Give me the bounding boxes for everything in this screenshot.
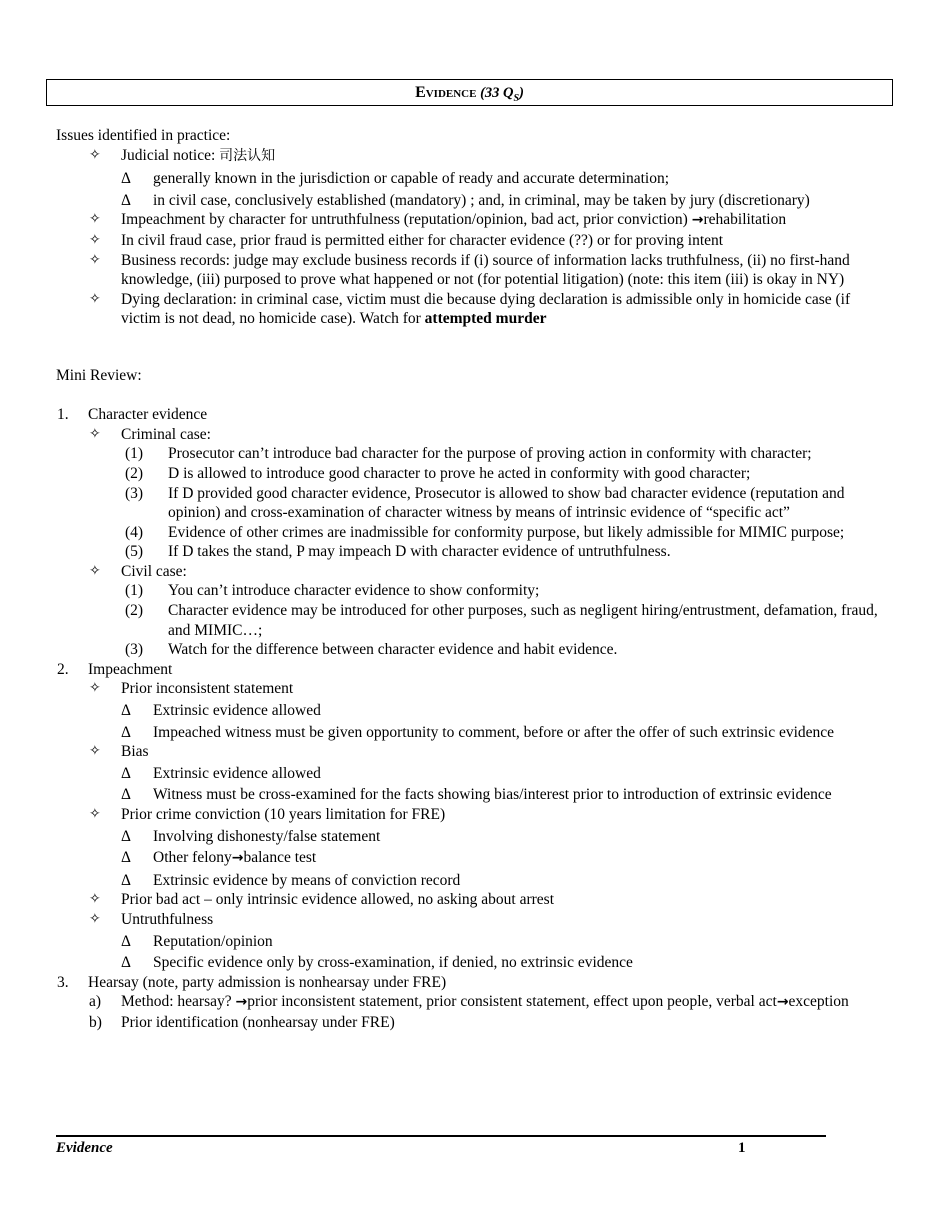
list-item: (1) You can’t introduce character evidence to show conformity; xyxy=(125,582,540,600)
sub-item: Δ Extrinsic evidence by means of conviction record xyxy=(121,871,461,889)
issue-business-records: ✧ Business records: judge may exclude business records if (i) source of information lacks truthfulness, (ii) no first-hand knowledge, (iii) purposed to prove what happened or not (for potential litigation) (note: this item (iii) is okay in NY) xyxy=(89,251,850,289)
list-item: (4) Evidence of other crimes are inadmissible for conformity purpose, but likely admissible for MIMIC purpose; xyxy=(125,523,845,541)
delta-bullet-icon: Δ xyxy=(121,702,131,720)
prior-crime-conviction: ✧ Prior crime conviction (10 years limitation for FRE) xyxy=(89,806,446,823)
delta-bullet-icon: Δ xyxy=(121,932,131,950)
list-item: (2) D is allowed to introduce good character to prove he acted in conformity with good character; xyxy=(125,464,751,482)
sub-item: Δ Reputation/opinion xyxy=(121,932,273,950)
issue-civil-fraud: ✧ In civil fraud case, prior fraud is permitted either for character evidence (??) or for proving intent xyxy=(89,231,724,249)
section-hearsay: 3. Hearsay (note, party admission is nonhearsay under FRE) xyxy=(57,973,447,991)
page-number: 1 xyxy=(738,1140,746,1156)
sub-item: Δ Extrinsic evidence allowed xyxy=(121,702,321,720)
prior-inconsistent-statement: ✧ Prior inconsistent statement xyxy=(89,680,294,698)
diamond-bullet-icon: ✧ xyxy=(89,680,101,697)
sub-item: Δ Impeached witness must be given opportunity to comment, before or after the offer of such extrinsic evidence xyxy=(121,723,835,741)
diamond-bullet-icon: ✧ xyxy=(89,562,101,579)
issue-impeachment: ✧ Impeachment by character for untruthfulness (reputation/opinion, bad act, prior conviction) →rehabilitation xyxy=(89,211,787,229)
delta-bullet-icon: Δ xyxy=(121,849,131,867)
sub-item: Δ Specific evidence only by cross-examination, if denied, no extrinsic evidence xyxy=(121,954,633,972)
issue-dying-declaration: ✧ Dying declaration: in criminal case, victim must die because dying declaration is admissible only in homicide case (if victim is not dead, no homicide case). Watch for attempted murder xyxy=(89,290,851,328)
diamond-bullet-icon: ✧ xyxy=(89,806,101,822)
sub-item: Δ Witness must be cross-examined for the facts showing bias/interest prior to introduction of extrinsic evidence xyxy=(121,786,832,804)
delta-bullet-icon: Δ xyxy=(121,871,131,889)
arrow-icon: → xyxy=(231,850,244,867)
diamond-bullet-icon: ✧ xyxy=(89,146,101,163)
hearsay-item-a: a) Method: hearsay? →prior inconsistent statement, prior consistent statement, effect upon people, verbal act→exception xyxy=(89,993,849,1011)
issue-judicial-notice: ✧ Judicial notice: 司法认知 xyxy=(89,146,276,164)
list-item: (1) Prosecutor can’t introduce bad character for the purpose of proving action in conformity with character; xyxy=(125,445,812,463)
civil-case: ✧ Civil case: xyxy=(89,562,187,580)
diamond-bullet-icon: ✧ xyxy=(89,231,101,248)
footer-rule xyxy=(56,1135,826,1137)
sub-item: Δ generally known in the jurisdiction or capable of ready and accurate determination; xyxy=(121,170,670,188)
delta-bullet-icon: Δ xyxy=(121,723,131,741)
diamond-bullet-icon: ✧ xyxy=(89,251,101,268)
untruthfulness: ✧ Untruthfulness xyxy=(89,910,214,928)
sub-item: Δ in civil case, conclusively established (mandatory) ; and, in criminal, may be taken by jury (discretionary) xyxy=(121,191,810,209)
diamond-bullet-icon: ✧ xyxy=(89,425,101,442)
list-item: (3) If D provided good character evidence, Prosecutor is allowed to show bad character evidence (reputation and opinion) and cross-examination of character witness by means of intrinsic evidence of “specific act” xyxy=(125,484,845,522)
diamond-bullet-icon: ✧ xyxy=(89,290,101,307)
section-impeachment: 2. Impeachment xyxy=(57,660,173,678)
diamond-bullet-icon: ✧ xyxy=(89,743,101,760)
arrow-icon: → xyxy=(776,994,789,1011)
section-character-evidence: 1. Character evidence xyxy=(57,406,208,424)
arrow-icon: → xyxy=(691,212,704,229)
page-title xyxy=(46,79,893,106)
sub-item: Δ Involving dishonesty/false statement xyxy=(121,827,381,845)
criminal-case: ✧ Criminal case: xyxy=(89,425,211,443)
delta-bullet-icon: Δ xyxy=(121,170,131,188)
bias: ✧ Bias xyxy=(89,743,149,761)
delta-bullet-icon: Δ xyxy=(121,191,131,209)
sub-item: Δ Extrinsic evidence allowed xyxy=(121,764,321,782)
list-item: (3) Watch for the difference between character evidence and habit evidence. xyxy=(125,641,618,659)
list-item: (5) If D takes the stand, P may impeach D with character evidence of untruthfulness. xyxy=(125,543,671,561)
title-qs: (33 $Q_S$) xyxy=(476,85,524,104)
document-body xyxy=(56,126,886,1033)
issues-heading: Issues identified in practice: xyxy=(56,127,231,144)
delta-bullet-icon: Δ xyxy=(121,954,131,972)
title-text: Evidence xyxy=(415,84,477,101)
sub-item: Δ Other felony→balance test xyxy=(121,849,317,867)
arrow-icon: → xyxy=(235,994,248,1011)
diamond-bullet-icon: ✧ xyxy=(89,211,101,228)
prior-bad-act: ✧ Prior bad act – only intrinsic evidence allowed, no asking about arrest xyxy=(89,891,555,909)
list-item: (2) Character evidence may be introduced for other purposes, such as negligent hiring/entrustment, defamation, fraud, and MIMIC…; xyxy=(125,602,878,639)
diamond-bullet-icon: ✧ xyxy=(89,910,101,927)
delta-bullet-icon: Δ xyxy=(121,764,131,782)
hearsay-item-b: b) Prior identification (nonhearsay under FRE) xyxy=(89,1013,395,1031)
footer-title: Evidence xyxy=(56,1140,113,1156)
mini-review-heading: Mini Review: xyxy=(56,366,142,384)
delta-bullet-icon: Δ xyxy=(121,827,131,845)
diamond-bullet-icon: ✧ xyxy=(89,891,101,908)
delta-bullet-icon: Δ xyxy=(121,786,131,804)
